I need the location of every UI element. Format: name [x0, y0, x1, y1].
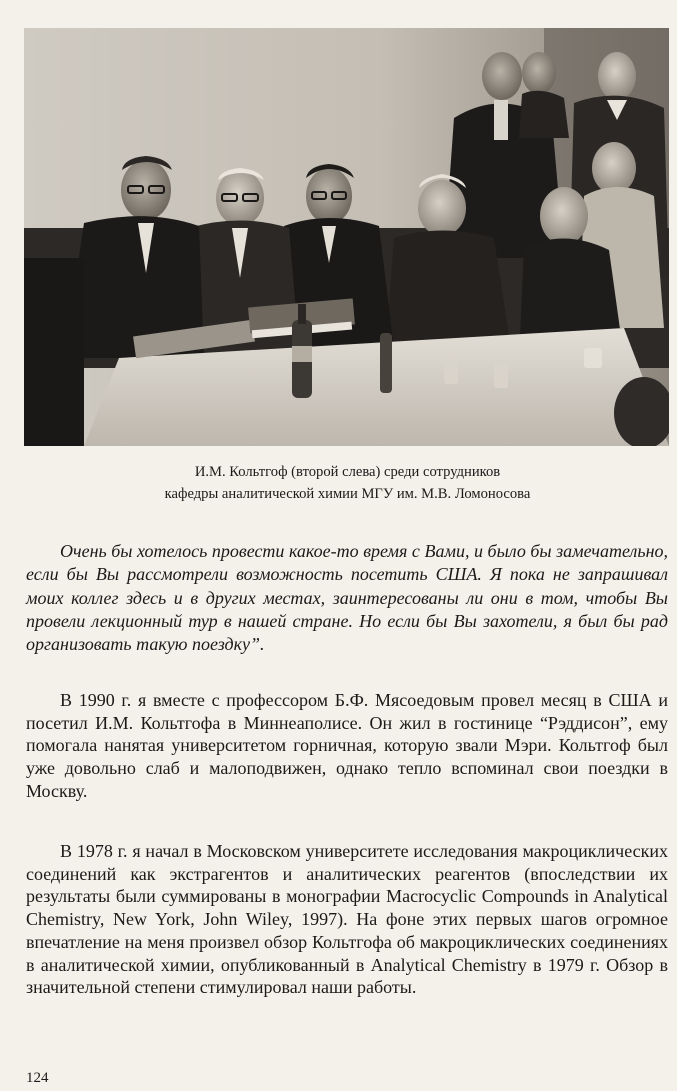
person-woman-center-face	[540, 187, 588, 245]
person-standing-2-face	[522, 52, 556, 94]
person-standing-3-face	[598, 52, 636, 100]
paragraph-1	[26, 689, 668, 803]
person-center-face	[418, 180, 466, 236]
page-number: 124	[26, 1070, 49, 1086]
caption-line-2: кафедры аналитической химии МГУ им. М.В. Ломоносова	[164, 486, 531, 502]
person-standing-1-face	[482, 52, 522, 100]
paragraph-2-text: В 1978 г. я начал в Московском университете исследования макроциклических соединений как экстрагентов и аналитических реагентов (впоследствии их результаты были суммированы в монографии Macrocyclic Compounds in Analytical Chemistry, New York, John Wiley, 1997). На фоне этих первых шагов огромное впечатление на меня произвел обзор Кольтгофа об макроциклических соединениях в аналитической химии, опубликованный в Analytical Chemistry в 1979 г. Обзор в значительной степени стимулировал наши работы.	[26, 841, 668, 998]
letter-quote-text: Очень бы хотелось провести какое-то время с Вами, и было бы замечательно, если бы Вы рассмотрели возможность посетить США. Я пока не запрашивал моих коллег здесь и в других местах, заинтересованы ли они в том, чтобы Вы провели лекционный тур в нашей стране. Но если бы Вы захотели, я был бы рад организовать такую поездку”.	[26, 541, 668, 655]
caption-line-1: И.М. Кольтгоф (второй слева) среди сотрудников	[194, 464, 501, 480]
paragraph-1-text: В 1990 г. я вместе с профессором Б.Ф. Мясоедовым провел месяц в США и посетил И.М. Кольтгофа в Миннеаполисе. Он жил в гостинице “Рэддисон”, ему помогала нанятая университетом горничная, которую звали Мэри. Кольтгоф был уже довольно слаб и малоподвижен, однако тепло вспоминал свои поездки в Москву.	[26, 690, 668, 801]
paragraph-2	[26, 840, 668, 999]
person-woman-right-face	[592, 142, 636, 194]
group-photo-illustration	[24, 28, 669, 446]
photo-caption	[60, 461, 635, 505]
person-second-left-face	[216, 170, 264, 226]
group-photo	[24, 28, 669, 446]
letter-quote	[26, 540, 668, 656]
